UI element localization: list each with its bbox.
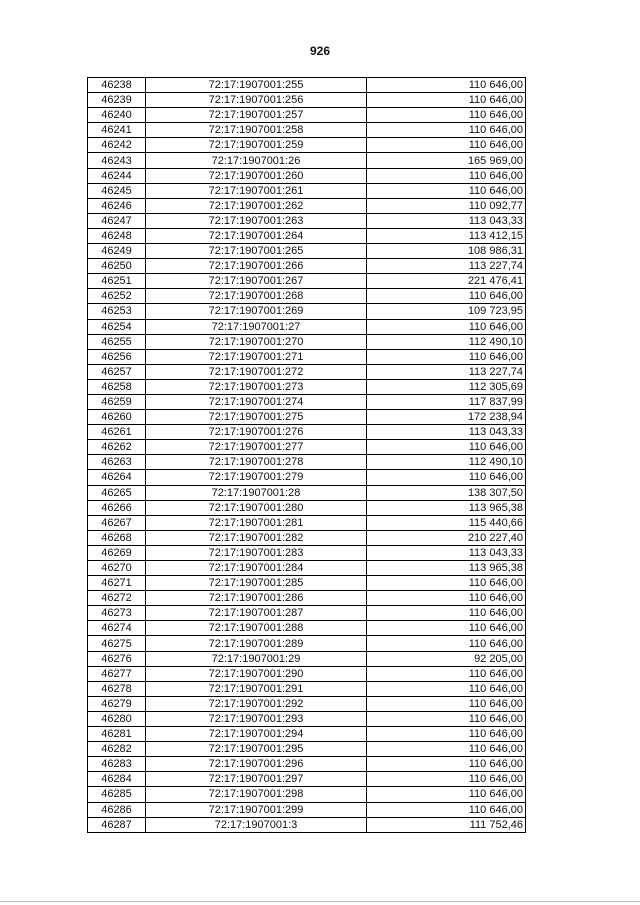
cadastral-number-cell: 72:17:1907001:277	[146, 440, 367, 455]
cadastral-number-cell: 72:17:1907001:283	[146, 545, 367, 560]
cadastral-value-cell: 110 646,00	[367, 696, 526, 711]
cadastral-value-cell: 110 646,00	[367, 681, 526, 696]
row-number-cell: 46251	[88, 274, 146, 289]
row-number-cell: 46238	[88, 78, 146, 93]
row-number-cell: 46244	[88, 168, 146, 183]
cadastral-number-cell: 72:17:1907001:256	[146, 93, 367, 108]
table-row	[88, 711, 526, 726]
row-number-cell: 46259	[88, 394, 146, 409]
row-number-cell: 46253	[88, 304, 146, 319]
cadastral-value-cell: 110 646,00	[367, 183, 526, 198]
table-row	[88, 742, 526, 757]
row-number-cell: 46287	[88, 817, 146, 832]
row-number-cell: 46260	[88, 410, 146, 425]
row-number-cell: 46265	[88, 485, 146, 500]
row-number-cell: 46257	[88, 364, 146, 379]
cadastral-value-cell: 221 476,41	[367, 274, 526, 289]
cadastral-number-cell: 72:17:1907001:279	[146, 470, 367, 485]
table-row	[88, 183, 526, 198]
table-row	[88, 455, 526, 470]
table-row	[88, 470, 526, 485]
cadastral-number-cell: 72:17:1907001:271	[146, 349, 367, 364]
cadastral-number-cell: 72:17:1907001:272	[146, 364, 367, 379]
row-number-cell: 46282	[88, 742, 146, 757]
cadastral-number-cell: 72:17:1907001:269	[146, 304, 367, 319]
page-bottom-rule	[0, 901, 640, 902]
table-row	[88, 304, 526, 319]
cadastral-value-cell: 110 646,00	[367, 349, 526, 364]
row-number-cell: 46261	[88, 425, 146, 440]
row-number-cell: 46279	[88, 696, 146, 711]
table-row	[88, 168, 526, 183]
cadastral-value-cell: 110 646,00	[367, 787, 526, 802]
cadastral-value-cell: 110 646,00	[367, 727, 526, 742]
row-number-cell: 46278	[88, 681, 146, 696]
table-row	[88, 379, 526, 394]
cadastral-number-cell: 72:17:1907001:263	[146, 213, 367, 228]
cadastral-number-cell: 72:17:1907001:298	[146, 787, 367, 802]
row-number-cell: 46275	[88, 636, 146, 651]
cadastral-value-cell: 113 043,33	[367, 425, 526, 440]
cadastral-number-cell: 72:17:1907001:287	[146, 606, 367, 621]
row-number-cell: 46239	[88, 93, 146, 108]
cadastral-value-cell: 210 227,40	[367, 530, 526, 545]
cadastral-value-cell: 110 646,00	[367, 591, 526, 606]
table-row	[88, 651, 526, 666]
table-row	[88, 545, 526, 560]
cadastral-value-cell: 113 412,15	[367, 228, 526, 243]
table-row	[88, 485, 526, 500]
table-body	[88, 78, 526, 833]
cadastral-number-cell: 72:17:1907001:265	[146, 244, 367, 259]
table-row	[88, 500, 526, 515]
table-row	[88, 153, 526, 168]
table-row	[88, 78, 526, 93]
cadastral-number-cell: 72:17:1907001:270	[146, 334, 367, 349]
cadastral-number-cell: 72:17:1907001:255	[146, 78, 367, 93]
row-number-cell: 46286	[88, 802, 146, 817]
cadastral-number-cell: 72:17:1907001:261	[146, 183, 367, 198]
cadastral-value-table	[87, 77, 526, 833]
cadastral-number-cell: 72:17:1907001:282	[146, 530, 367, 545]
table-row	[88, 666, 526, 681]
cadastral-value-cell: 113 043,33	[367, 213, 526, 228]
row-number-cell: 46262	[88, 440, 146, 455]
cadastral-number-cell: 72:17:1907001:291	[146, 681, 367, 696]
cadastral-value-cell: 110 646,00	[367, 621, 526, 636]
row-number-cell: 46277	[88, 666, 146, 681]
table-row	[88, 727, 526, 742]
cadastral-number-cell: 72:17:1907001:288	[146, 621, 367, 636]
cadastral-value-cell: 112 490,10	[367, 455, 526, 470]
cadastral-value-cell: 113 965,38	[367, 500, 526, 515]
cadastral-value-cell: 110 646,00	[367, 470, 526, 485]
table-row	[88, 138, 526, 153]
cadastral-number-cell: 72:17:1907001:289	[146, 636, 367, 651]
cadastral-value-cell: 110 646,00	[367, 802, 526, 817]
table-row	[88, 515, 526, 530]
cadastral-number-cell: 72:17:1907001:296	[146, 757, 367, 772]
cadastral-value-cell: 172 238,94	[367, 410, 526, 425]
table-row	[88, 123, 526, 138]
table-row	[88, 289, 526, 304]
cadastral-value-cell: 110 646,00	[367, 440, 526, 455]
row-number-cell: 46269	[88, 545, 146, 560]
cadastral-number-cell: 72:17:1907001:29	[146, 651, 367, 666]
table-row	[88, 198, 526, 213]
cadastral-number-cell: 72:17:1907001:259	[146, 138, 367, 153]
table-row	[88, 334, 526, 349]
cadastral-number-cell: 72:17:1907001:264	[146, 228, 367, 243]
cadastral-number-cell: 72:17:1907001:276	[146, 425, 367, 440]
cadastral-number-cell: 72:17:1907001:297	[146, 772, 367, 787]
cadastral-value-cell: 110 646,00	[367, 742, 526, 757]
table-row	[88, 93, 526, 108]
table-row	[88, 772, 526, 787]
cadastral-value-cell: 115 440,66	[367, 515, 526, 530]
cadastral-value-cell: 138 307,50	[367, 485, 526, 500]
cadastral-number-cell: 72:17:1907001:266	[146, 259, 367, 274]
table-row	[88, 621, 526, 636]
row-number-cell: 46255	[88, 334, 146, 349]
row-number-cell: 46268	[88, 530, 146, 545]
cadastral-value-cell: 112 490,10	[367, 334, 526, 349]
row-number-cell: 46267	[88, 515, 146, 530]
cadastral-value-cell: 110 646,00	[367, 576, 526, 591]
cadastral-number-cell: 72:17:1907001:285	[146, 576, 367, 591]
cadastral-number-cell: 72:17:1907001:280	[146, 500, 367, 515]
cadastral-number-cell: 72:17:1907001:275	[146, 410, 367, 425]
table-row	[88, 757, 526, 772]
row-number-cell: 46283	[88, 757, 146, 772]
table-row	[88, 228, 526, 243]
cadastral-number-cell: 72:17:1907001:27	[146, 319, 367, 334]
row-number-cell: 46270	[88, 561, 146, 576]
cadastral-number-cell: 72:17:1907001:274	[146, 394, 367, 409]
cadastral-number-cell: 72:17:1907001:292	[146, 696, 367, 711]
table-row	[88, 530, 526, 545]
row-number-cell: 46284	[88, 772, 146, 787]
row-number-cell: 46245	[88, 183, 146, 198]
row-number-cell: 46249	[88, 244, 146, 259]
row-number-cell: 46264	[88, 470, 146, 485]
cadastral-value-cell: 113 227,74	[367, 259, 526, 274]
table-row	[88, 364, 526, 379]
table-row	[88, 561, 526, 576]
cadastral-value-cell: 110 646,00	[367, 636, 526, 651]
table-row	[88, 349, 526, 364]
cadastral-value-cell: 110 646,00	[367, 772, 526, 787]
cadastral-number-cell: 72:17:1907001:262	[146, 198, 367, 213]
row-number-cell: 46281	[88, 727, 146, 742]
row-number-cell: 46272	[88, 591, 146, 606]
cadastral-value-cell: 109 723,95	[367, 304, 526, 319]
table-row	[88, 394, 526, 409]
cadastral-number-cell: 72:17:1907001:278	[146, 455, 367, 470]
row-number-cell: 46256	[88, 349, 146, 364]
table-row	[88, 259, 526, 274]
row-number-cell: 46273	[88, 606, 146, 621]
row-number-cell: 46240	[88, 108, 146, 123]
table-row	[88, 410, 526, 425]
cadastral-number-cell: 72:17:1907001:267	[146, 274, 367, 289]
row-number-cell: 46246	[88, 198, 146, 213]
row-number-cell: 46266	[88, 500, 146, 515]
cadastral-value-cell: 117 837,99	[367, 394, 526, 409]
row-number-cell: 46274	[88, 621, 146, 636]
table-row	[88, 636, 526, 651]
row-number-cell: 46242	[88, 138, 146, 153]
cadastral-value-cell: 110 646,00	[367, 168, 526, 183]
row-number-cell: 46285	[88, 787, 146, 802]
cadastral-number-cell: 72:17:1907001:258	[146, 123, 367, 138]
table-row	[88, 244, 526, 259]
table-row	[88, 440, 526, 455]
table-row	[88, 576, 526, 591]
row-number-cell: 46276	[88, 651, 146, 666]
cadastral-value-cell: 113 965,38	[367, 561, 526, 576]
row-number-cell: 46250	[88, 259, 146, 274]
row-number-cell: 46241	[88, 123, 146, 138]
row-number-cell: 46248	[88, 228, 146, 243]
page-number: 926	[309, 44, 331, 58]
cadastral-number-cell: 72:17:1907001:260	[146, 168, 367, 183]
cadastral-value-cell: 110 646,00	[367, 93, 526, 108]
table-row	[88, 696, 526, 711]
cadastral-number-cell: 72:17:1907001:28	[146, 485, 367, 500]
cadastral-number-cell: 72:17:1907001:294	[146, 727, 367, 742]
row-number-cell: 46243	[88, 153, 146, 168]
cadastral-value-cell: 113 227,74	[367, 364, 526, 379]
table-row	[88, 591, 526, 606]
cadastral-value-cell: 110 646,00	[367, 606, 526, 621]
cadastral-value-cell: 165 969,00	[367, 153, 526, 168]
table-row	[88, 787, 526, 802]
cadastral-value-cell: 110 646,00	[367, 138, 526, 153]
cadastral-value-cell: 110 646,00	[367, 123, 526, 138]
cadastral-number-cell: 72:17:1907001:26	[146, 153, 367, 168]
row-number-cell: 46252	[88, 289, 146, 304]
cadastral-value-cell: 110 646,00	[367, 711, 526, 726]
cadastral-number-cell: 72:17:1907001:281	[146, 515, 367, 530]
cadastral-number-cell: 72:17:1907001:284	[146, 561, 367, 576]
table-row	[88, 606, 526, 621]
table-row	[88, 213, 526, 228]
cadastral-number-cell: 72:17:1907001:295	[146, 742, 367, 757]
cadastral-value-cell: 110 646,00	[367, 666, 526, 681]
cadastral-value-cell: 112 305,69	[367, 379, 526, 394]
cadastral-value-cell: 110 646,00	[367, 289, 526, 304]
cadastral-number-cell: 72:17:1907001:3	[146, 817, 367, 832]
table-row	[88, 681, 526, 696]
cadastral-value-cell: 110 646,00	[367, 108, 526, 123]
cadastral-number-cell: 72:17:1907001:299	[146, 802, 367, 817]
cadastral-value-cell: 113 043,33	[367, 545, 526, 560]
table-row	[88, 274, 526, 289]
row-number-cell: 46271	[88, 576, 146, 591]
cadastral-number-cell: 72:17:1907001:286	[146, 591, 367, 606]
table-row	[88, 802, 526, 817]
cadastral-number-cell: 72:17:1907001:257	[146, 108, 367, 123]
cadastral-value-cell: 110 646,00	[367, 757, 526, 772]
cadastral-value-cell: 110 646,00	[367, 319, 526, 334]
cadastral-value-cell: 110 646,00	[367, 78, 526, 93]
cadastral-value-cell: 111 752,46	[367, 817, 526, 832]
table-row	[88, 319, 526, 334]
cadastral-number-cell: 72:17:1907001:290	[146, 666, 367, 681]
row-number-cell: 46263	[88, 455, 146, 470]
cadastral-number-cell: 72:17:1907001:268	[146, 289, 367, 304]
row-number-cell: 46247	[88, 213, 146, 228]
table-row	[88, 108, 526, 123]
table-row	[88, 425, 526, 440]
row-number-cell: 46258	[88, 379, 146, 394]
row-number-cell: 46254	[88, 319, 146, 334]
table-row	[88, 817, 526, 832]
cadastral-value-cell: 92 205,00	[367, 651, 526, 666]
row-number-cell: 46280	[88, 711, 146, 726]
cadastral-number-cell: 72:17:1907001:293	[146, 711, 367, 726]
cadastral-number-cell: 72:17:1907001:273	[146, 379, 367, 394]
cadastral-value-cell: 108 986,31	[367, 244, 526, 259]
cadastral-value-cell: 110 092,77	[367, 198, 526, 213]
